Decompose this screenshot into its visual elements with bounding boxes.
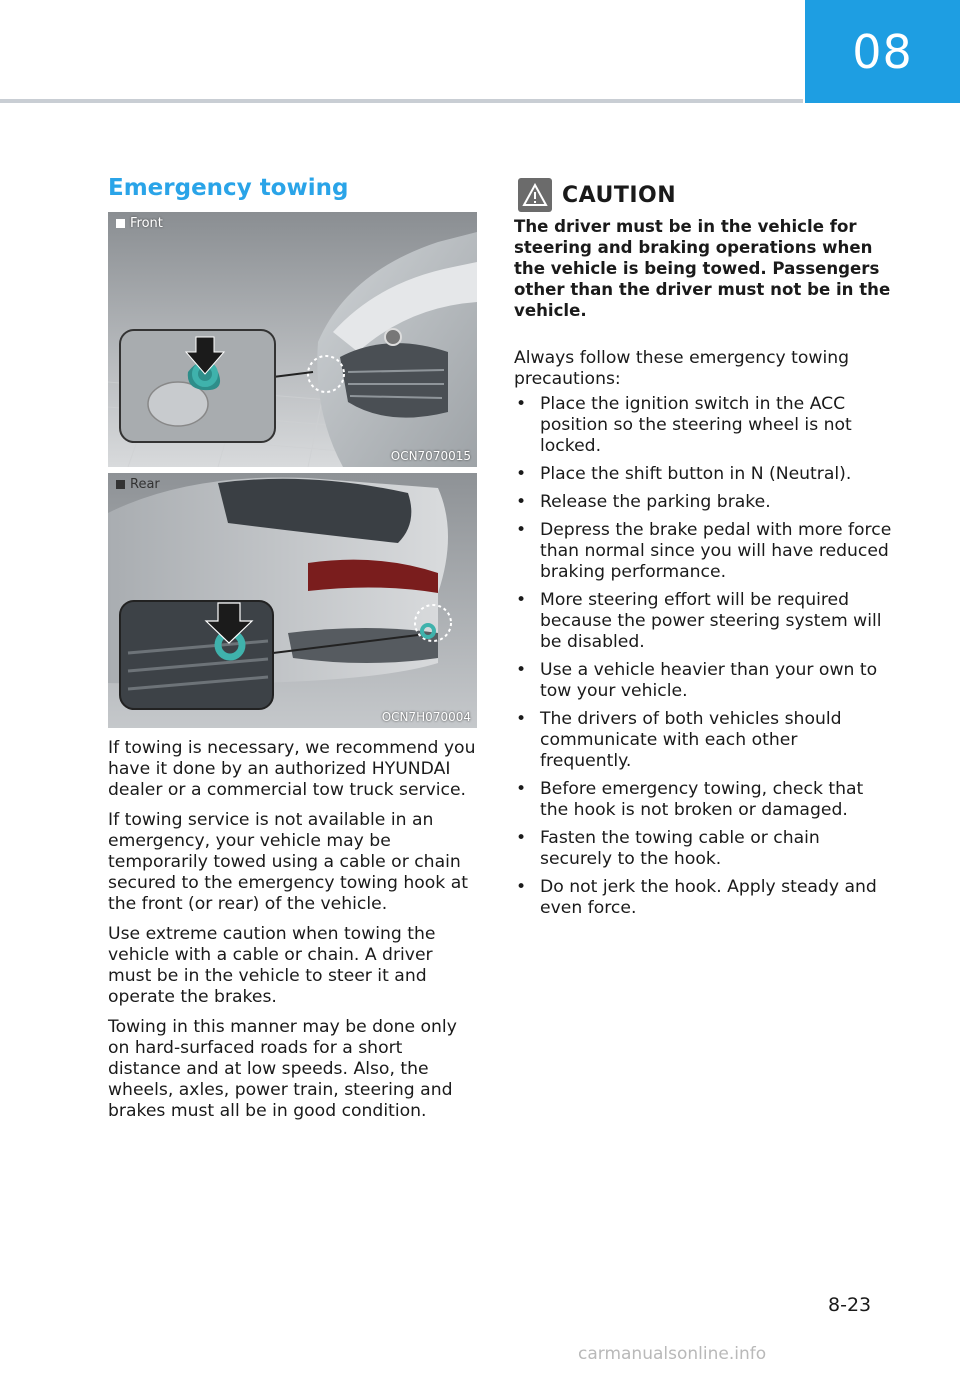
towing-description xyxy=(108,738,480,1131)
front-figure-label xyxy=(116,216,163,231)
front-tow-hook-illustration xyxy=(108,212,477,467)
list-item: • Do not jerk the hook. Apply steady and even force. xyxy=(514,877,892,919)
chapter-tab xyxy=(805,0,960,103)
list-item: • More steering effort will be required because the power steering system will be disabled. xyxy=(514,590,892,653)
paragraph: Use extreme caution when towing the vehicle with a cable or chain. A driver must be in the vehicle to steer it and operate the brakes. xyxy=(108,924,436,1007)
rear-car-image xyxy=(108,473,477,728)
header-rule xyxy=(0,99,803,103)
caution-column xyxy=(514,178,892,926)
caution-title: CAUTION xyxy=(562,182,677,208)
rear-tow-hook-illustration xyxy=(108,473,477,728)
paragraph: If towing is necessary, we recommend you have it done by an authorized HYUNDAI dealer or a commercial tow truck service. xyxy=(108,738,476,800)
square-bullet-icon xyxy=(116,480,125,489)
list-item: • Place the shift button in N (Neutral). xyxy=(514,464,892,485)
rear-figure-label xyxy=(116,477,160,492)
front-car-image xyxy=(108,212,477,467)
rear-label-text: Rear xyxy=(130,477,160,492)
precautions-intro: Always follow these emergency towing precautions: xyxy=(514,348,850,389)
paragraph: Towing in this manner may be done only on hard-surfaced roads for a short distance and at low speeds. Also, the wheels, axles, power train, steering and brakes must all be in good condition. xyxy=(108,1017,457,1121)
list-item: • Fasten the towing cable or chain securely to the hook. xyxy=(514,828,892,870)
rear-figure-code: OCN7H070004 xyxy=(381,710,471,724)
paragraph: If towing service is not available in an emergency, your vehicle may be temporarily towed using a cable or chain secured to the emergency towing hook at the front (or rear) of the vehicle. xyxy=(108,810,468,914)
section-title: Emergency towing xyxy=(108,175,349,201)
list-item: • The drivers of both vehicles should communicate with each other frequently. xyxy=(514,709,892,772)
chapter-number: 08 xyxy=(852,24,913,79)
front-label-text: Front xyxy=(130,216,163,231)
warning-triangle-icon xyxy=(518,178,552,212)
list-item: • Before emergency towing, check that the hook is not broken or damaged. xyxy=(514,779,892,821)
list-item: • Use a vehicle heavier than your own to tow your vehicle. xyxy=(514,660,892,702)
list-item: • Depress the brake pedal with more force than normal since you will have reduced braking performance. xyxy=(514,520,892,583)
precautions-list xyxy=(514,394,892,919)
front-figure-code: OCN7070015 xyxy=(390,449,471,463)
caution-body: The driver must be in the vehicle for steering and braking operations when the vehicle is being towed. Passengers other than the driver must not be in the vehicle. xyxy=(514,217,891,320)
page-number: 8-23 xyxy=(828,1294,872,1316)
list-item: • Place the ignition switch in the ACC position so the steering wheel is not locked. xyxy=(514,394,892,457)
watermark: carmanualsonline.info xyxy=(578,1344,767,1364)
caution-header xyxy=(518,178,892,212)
list-item: • Release the parking brake. xyxy=(514,492,892,513)
square-bullet-icon xyxy=(116,219,125,228)
